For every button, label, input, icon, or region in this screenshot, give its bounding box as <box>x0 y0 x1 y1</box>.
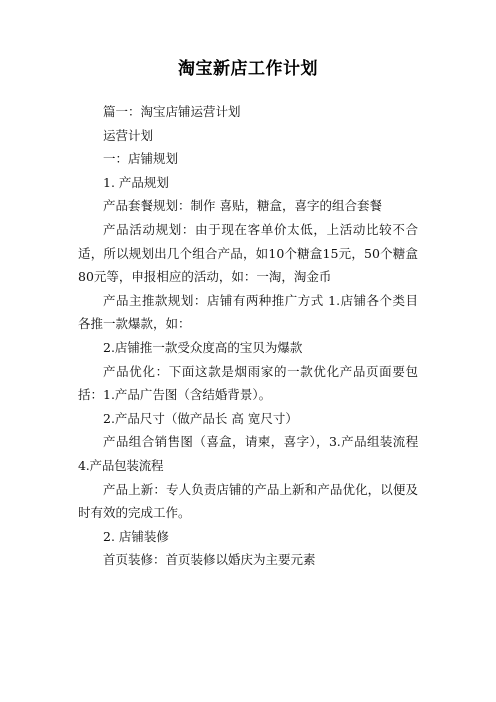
paragraph-section-heading: 运营计划 <box>103 127 154 143</box>
paragraph-subsection-heading: 一：店铺规划 <box>103 151 179 167</box>
paragraph-product-optimization: 产品优化：下面这款是烟雨家的一款优化产品页面要包括：1.产品广告图（含结婚背景）。 <box>78 363 418 403</box>
paragraph-package-planning: 产品套餐规划：制作 喜贴，糖盒，喜字的组合套餐 <box>103 198 382 214</box>
paragraph-item-store-decoration: 2. 店铺装修 <box>103 528 169 544</box>
paragraph-main-product-planning: 产品主推款规划：店铺有两种推广方式 1.店铺各个类目各推一款爆款，如： <box>78 292 418 332</box>
paragraph-combo-sales: 产品组合销售图（喜盒，请柬，喜字），3.产品组装流程 4.产品包装流程 <box>78 434 418 473</box>
paragraph-activity-planning: 产品活动规划：由于现在客单价太低，上活动比较不合适，所以规划出几个组合产品，如10个糖盒15元，50个糖盒80元等，申报相应的活动，如：一淘，淘金币 <box>78 221 418 285</box>
paragraph-hot-item: 2.店铺推一款受众度高的宝贝为爆款 <box>103 339 303 355</box>
paragraph-new-products: 产品上新：专人负责店铺的产品上新和产品优化，以便及时有效的完成工作。 <box>78 481 418 521</box>
paragraph-item-product-planning: 1. 产品规划 <box>103 174 169 190</box>
paragraph-homepage-decoration: 首页装修：首页装修以婚庆为主要元素 <box>103 552 316 568</box>
paragraph-product-size: 2.产品尺寸（做产品长 高 宽尺寸） <box>103 410 298 426</box>
document-title: 淘宝新店工作计划 <box>178 59 318 79</box>
paragraph-article-heading: 篇一：淘宝店铺运营计划 <box>103 104 241 119</box>
